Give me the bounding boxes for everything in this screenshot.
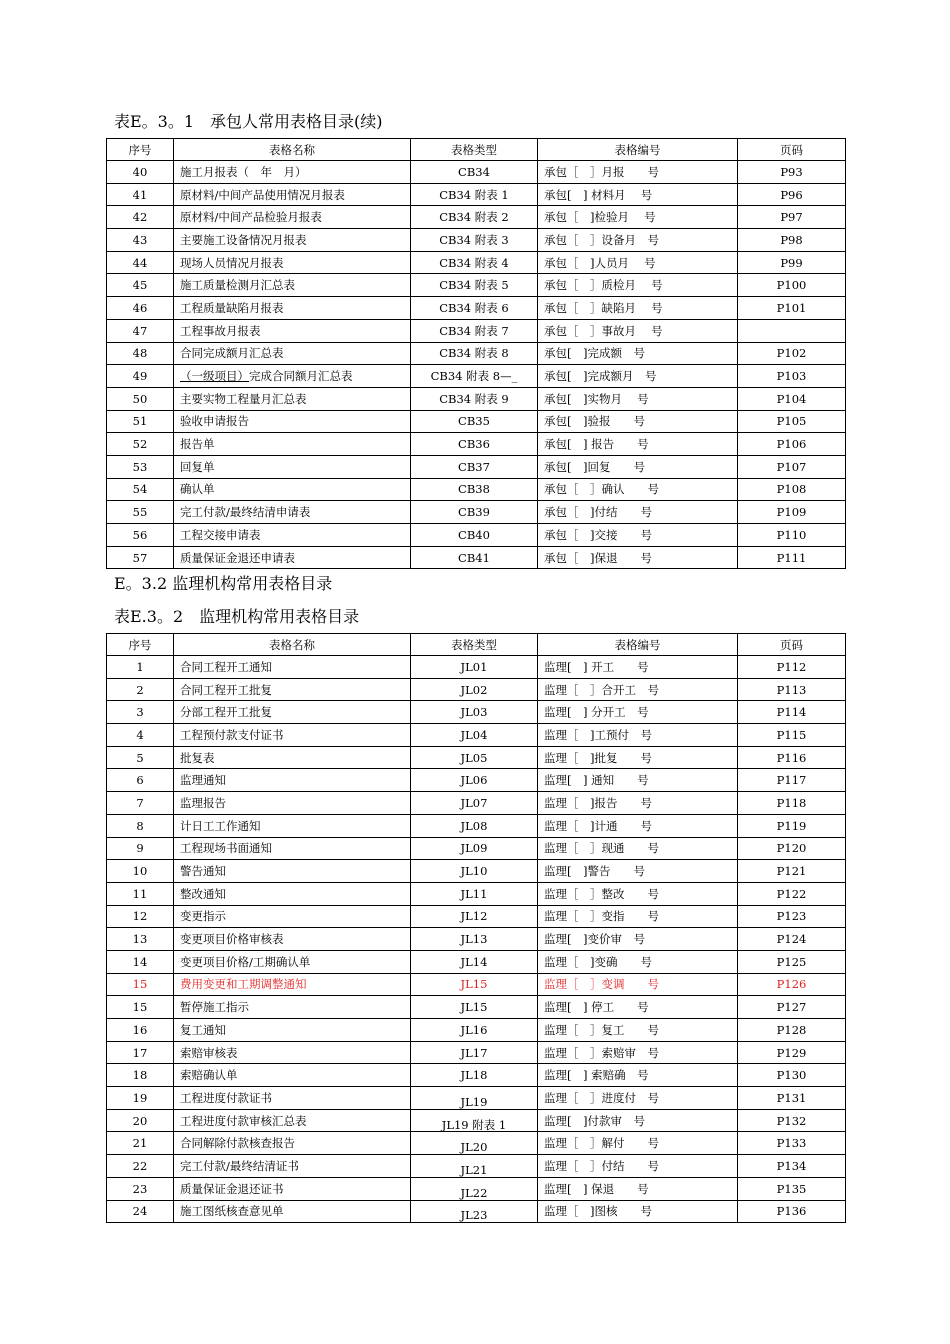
form-type-text: JL21 [460, 1162, 488, 1177]
form-name: 合同工程开工通知 [174, 656, 411, 679]
form-name: 施工质量检测月汇总表 [174, 274, 411, 297]
page-number: P111 [738, 546, 846, 569]
form-name: 变更项目价格/工期确认单 [174, 950, 411, 973]
form-type: CB34 附表 6 [411, 297, 538, 320]
form-code: 监理[ ]付款审 号 [538, 1109, 738, 1132]
row-number: 44 [107, 251, 174, 274]
form-type: JL03 [411, 701, 538, 724]
page-number: P124 [738, 928, 846, 951]
table-row [107, 1132, 846, 1155]
form-name: 完工付款/最终结清申请表 [174, 501, 411, 524]
form-name: 索赔审核表 [174, 1041, 411, 1064]
table-row [107, 973, 846, 996]
table-row [107, 769, 846, 792]
form-type: JL15 [411, 973, 538, 996]
table-row [107, 1155, 846, 1178]
page-number: P119 [738, 814, 846, 837]
form-name: 批复表 [174, 746, 411, 769]
form-type: CB38 [411, 478, 538, 501]
form-type: JL08 [411, 814, 538, 837]
row-number: 49 [107, 365, 174, 388]
table-row [107, 251, 846, 274]
row-number: 24 [107, 1200, 174, 1223]
form-name: 计日工工作通知 [174, 814, 411, 837]
form-type [411, 1200, 538, 1223]
form-code: 监理［ ］进度付 号 [538, 1087, 738, 1110]
row-number: 57 [107, 546, 174, 569]
row-number: 51 [107, 410, 174, 433]
form-type: CB35 [411, 410, 538, 433]
form-code: 承包［ ]付结 号 [538, 501, 738, 524]
form-name: 主要施工设备情况月报表 [174, 229, 411, 252]
page-number: P98 [738, 229, 846, 252]
table-row [107, 792, 846, 815]
table-row [107, 524, 846, 547]
form-type: JL06 [411, 769, 538, 792]
form-code: 监理[ ]变价审 号 [538, 928, 738, 951]
page-number: P125 [738, 950, 846, 973]
page-number [738, 319, 846, 342]
form-type-text: JL19 [460, 1094, 488, 1109]
row-number: 2 [107, 678, 174, 701]
form-name: 监理通知 [174, 769, 411, 792]
form-type: CB34 附表 8 [411, 342, 538, 365]
page-number: P110 [738, 524, 846, 547]
section-heading-e32: E。3.2 监理机构常用表格目录 [114, 574, 333, 593]
form-name: 合同工程开工批复 [174, 678, 411, 701]
form-code: 监理[ ] 分开工 号 [538, 701, 738, 724]
form-code: 监理[ ] 保退 号 [538, 1177, 738, 1200]
row-number: 45 [107, 274, 174, 297]
form-type [411, 1132, 538, 1155]
row-number: 50 [107, 387, 174, 410]
form-code: 监理[ ] 通知 号 [538, 769, 738, 792]
form-code: 监理［ ］复工 号 [538, 1019, 738, 1042]
row-number: 15 [107, 996, 174, 1019]
page-number: P113 [738, 678, 846, 701]
header-page: 页码 [738, 139, 846, 161]
form-type: JL10 [411, 860, 538, 883]
form-name: 索赔确认单 [174, 1064, 411, 1087]
form-name: 验收申请报告 [174, 410, 411, 433]
row-number: 5 [107, 746, 174, 769]
page-number: P106 [738, 433, 846, 456]
form-type: CB34 附表 9 [411, 387, 538, 410]
form-name-rest: 完成合同额月汇总表 [249, 369, 353, 384]
form-code: 监理[ ] 索赔确 号 [538, 1064, 738, 1087]
form-type-text: JL22 [460, 1185, 488, 1200]
header-code: 表格编号 [538, 139, 738, 161]
row-number: 42 [107, 206, 174, 229]
table-row [107, 365, 846, 388]
table-row [107, 274, 846, 297]
page-number: P103 [738, 365, 846, 388]
table-row [107, 905, 846, 928]
row-number: 15 [107, 973, 174, 996]
table-row [107, 1087, 846, 1110]
form-type: JL01 [411, 656, 538, 679]
contractor-forms-table [106, 138, 846, 569]
form-type: CB34 附表 1 [411, 183, 538, 206]
row-number: 6 [107, 769, 174, 792]
form-name: 工程交接申请表 [174, 524, 411, 547]
header-name: 表格名称 [174, 139, 411, 161]
page-number: P122 [738, 882, 846, 905]
table-row [107, 455, 846, 478]
page-number: P136 [738, 1200, 846, 1223]
page-number: P93 [738, 161, 846, 184]
table-row [107, 1177, 846, 1200]
form-type: CB34 附表 5 [411, 274, 538, 297]
row-number: 46 [107, 297, 174, 320]
row-number: 19 [107, 1087, 174, 1110]
form-code: 承包［ ］确认 号 [538, 478, 738, 501]
page-number: P123 [738, 905, 846, 928]
table2-body [107, 656, 846, 1223]
table-row [107, 183, 846, 206]
row-number: 52 [107, 433, 174, 456]
table-row [107, 501, 846, 524]
table-row [107, 478, 846, 501]
form-type: JL14 [411, 950, 538, 973]
row-number: 9 [107, 837, 174, 860]
table2-header-row [107, 634, 846, 656]
page-number: P109 [738, 501, 846, 524]
form-code: 监理［ ］付结 号 [538, 1155, 738, 1178]
page-number: P134 [738, 1155, 846, 1178]
table-row [107, 319, 846, 342]
page-number: P115 [738, 724, 846, 747]
table-row [107, 701, 846, 724]
header-type: 表格类型 [411, 139, 538, 161]
header-code: 表格编号 [538, 634, 738, 656]
form-name: 暂停施工指示 [174, 996, 411, 1019]
page-number: P131 [738, 1087, 846, 1110]
form-code: 承包［ ］设备月 号 [538, 229, 738, 252]
page-number: P107 [738, 455, 846, 478]
page-number: P104 [738, 387, 846, 410]
table-row [107, 1109, 846, 1132]
form-type: JL09 [411, 837, 538, 860]
form-type: JL12 [411, 905, 538, 928]
form-code: 承包［ ]交接 号 [538, 524, 738, 547]
form-type: CB34 附表 8—_ [411, 365, 538, 388]
table2-caption: 表E.3。2 监理机构常用表格目录 [114, 607, 360, 626]
row-number: 18 [107, 1064, 174, 1087]
form-type: CB34 附表 2 [411, 206, 538, 229]
header-page: 页码 [738, 634, 846, 656]
page-number: P128 [738, 1019, 846, 1042]
form-code: 监理［ ］现通 号 [538, 837, 738, 860]
page-number: P130 [738, 1064, 846, 1087]
form-type: JL15 [411, 996, 538, 1019]
table-row [107, 387, 846, 410]
page-number: P135 [738, 1177, 846, 1200]
table1-header-row [107, 139, 846, 161]
table-row [107, 342, 846, 365]
form-type-text: JL23 [460, 1208, 488, 1223]
row-number: 43 [107, 229, 174, 252]
form-name: 工程预付款支付证书 [174, 724, 411, 747]
row-number: 22 [107, 1155, 174, 1178]
table-row [107, 928, 846, 951]
page-number: P126 [738, 973, 846, 996]
header-type: 表格类型 [411, 634, 538, 656]
row-number: 20 [107, 1109, 174, 1132]
row-number: 7 [107, 792, 174, 815]
table-row [107, 950, 846, 973]
page-number: P105 [738, 410, 846, 433]
form-type: CB40 [411, 524, 538, 547]
form-name: 原材料/中间产品检验月报表 [174, 206, 411, 229]
form-type: CB41 [411, 546, 538, 569]
form-name: 回复单 [174, 455, 411, 478]
form-type [411, 1087, 538, 1110]
form-name: 质量保证金退还申请表 [174, 546, 411, 569]
form-name: 主要实物工程量月汇总表 [174, 387, 411, 410]
form-name: 变更项目价格审核表 [174, 928, 411, 951]
form-code: 监理［ ］索赔审 号 [538, 1041, 738, 1064]
form-type: CB39 [411, 501, 538, 524]
table-row [107, 1019, 846, 1042]
form-code: 承包[ ] 报告 号 [538, 433, 738, 456]
form-name: 确认单 [174, 478, 411, 501]
form-type: CB37 [411, 455, 538, 478]
form-code: 监理［ ］变调 号 [538, 973, 738, 996]
form-code: 监理［ ］解付 号 [538, 1132, 738, 1155]
form-name: 警告通知 [174, 860, 411, 883]
form-name: 工程事故月报表 [174, 319, 411, 342]
row-number: 41 [107, 183, 174, 206]
form-name-underlined: （一级项目） [180, 369, 249, 384]
table-row [107, 546, 846, 569]
table-row [107, 433, 846, 456]
form-name: 复工通知 [174, 1019, 411, 1042]
form-code: 监理［ ]计通 号 [538, 814, 738, 837]
form-code: 承包[ ] 材料月 号 [538, 183, 738, 206]
table-row [107, 996, 846, 1019]
table-row [107, 229, 846, 252]
page-number: P127 [738, 996, 846, 1019]
row-number: 8 [107, 814, 174, 837]
form-name: 变更指示 [174, 905, 411, 928]
table-row [107, 837, 846, 860]
form-name: 报告单 [174, 433, 411, 456]
form-type [411, 1177, 538, 1200]
table-row [107, 724, 846, 747]
table-row [107, 1064, 846, 1087]
header-no: 序号 [107, 634, 174, 656]
table-row [107, 814, 846, 837]
header-name: 表格名称 [174, 634, 411, 656]
form-code: 承包[ ]完成额 号 [538, 342, 738, 365]
form-name: 费用变更和工期调整通知 [174, 973, 411, 996]
form-name [174, 365, 411, 388]
form-name: 工程进度付款证书 [174, 1087, 411, 1110]
row-number: 54 [107, 478, 174, 501]
form-code: 承包[ ]回复 号 [538, 455, 738, 478]
row-number: 48 [107, 342, 174, 365]
form-code: 监理［ ]图核 号 [538, 1200, 738, 1223]
form-name: 整改通知 [174, 882, 411, 905]
form-code: 监理［ ]报告 号 [538, 792, 738, 815]
page-number: P97 [738, 206, 846, 229]
row-number: 53 [107, 455, 174, 478]
header-no: 序号 [107, 139, 174, 161]
row-number: 3 [107, 701, 174, 724]
form-type-text: JL20 [460, 1140, 488, 1155]
form-type: JL11 [411, 882, 538, 905]
form-code: 监理［ ］合开工 号 [538, 678, 738, 701]
form-type [411, 1155, 538, 1178]
table-row [107, 678, 846, 701]
form-name: 监理报告 [174, 792, 411, 815]
page-number: P99 [738, 251, 846, 274]
row-number: 16 [107, 1019, 174, 1042]
row-number: 56 [107, 524, 174, 547]
table-row [107, 206, 846, 229]
form-code: 承包［ ］事故月 号 [538, 319, 738, 342]
page-number: P96 [738, 183, 846, 206]
page-number: P108 [738, 478, 846, 501]
table-row [107, 1200, 846, 1223]
form-name: 现场人员情况月报表 [174, 251, 411, 274]
form-type: CB34 [411, 161, 538, 184]
page-number: P120 [738, 837, 846, 860]
row-number: 47 [107, 319, 174, 342]
form-type-text: JL19 附表 1 [441, 1117, 507, 1132]
row-number: 40 [107, 161, 174, 184]
row-number: 14 [107, 950, 174, 973]
page-number: P133 [738, 1132, 846, 1155]
form-type: JL07 [411, 792, 538, 815]
form-name: 工程进度付款审核汇总表 [174, 1109, 411, 1132]
page-number: P102 [738, 342, 846, 365]
page-number: P100 [738, 274, 846, 297]
form-name: 原材料/中间产品使用情况月报表 [174, 183, 411, 206]
page-number: P121 [738, 860, 846, 883]
form-name: 工程现场书面通知 [174, 837, 411, 860]
page-number: P129 [738, 1041, 846, 1064]
form-name: 分部工程开工批复 [174, 701, 411, 724]
row-number: 55 [107, 501, 174, 524]
form-type: JL05 [411, 746, 538, 769]
row-number: 13 [107, 928, 174, 951]
table-row [107, 410, 846, 433]
form-code: 承包［ ]保退 号 [538, 546, 738, 569]
form-name: 质量保证金退还证书 [174, 1177, 411, 1200]
page-number: P114 [738, 701, 846, 724]
supervisor-forms-table [106, 633, 846, 1223]
form-code: 监理［ ]工预付 号 [538, 724, 738, 747]
table-row [107, 746, 846, 769]
table-row [107, 161, 846, 184]
form-type: JL02 [411, 678, 538, 701]
form-code: 承包［ ］质检月 号 [538, 274, 738, 297]
form-code: 监理[ ]警告 号 [538, 860, 738, 883]
form-type: JL04 [411, 724, 538, 747]
form-type: CB34 附表 4 [411, 251, 538, 274]
form-type: JL17 [411, 1041, 538, 1064]
form-code: 承包[ ]实物月 号 [538, 387, 738, 410]
form-name: 合同解除付款核查报告 [174, 1132, 411, 1155]
row-number: 4 [107, 724, 174, 747]
form-code: 承包［ ]检验月 号 [538, 206, 738, 229]
page-number: P116 [738, 746, 846, 769]
form-type: CB36 [411, 433, 538, 456]
form-code: 承包［ ］月报 号 [538, 161, 738, 184]
table-row [107, 1041, 846, 1064]
form-type: JL16 [411, 1019, 538, 1042]
form-code: 承包[ ]验报 号 [538, 410, 738, 433]
row-number: 21 [107, 1132, 174, 1155]
table-row [107, 882, 846, 905]
form-code: 承包［ ］缺陷月 号 [538, 297, 738, 320]
table1-caption: 表E。3。1 承包人常用表格目录(续) [114, 112, 383, 131]
form-name: 完工付款/最终结清证书 [174, 1155, 411, 1178]
table-row [107, 297, 846, 320]
form-name: 工程质量缺陷月报表 [174, 297, 411, 320]
table-row [107, 656, 846, 679]
form-type [411, 1109, 538, 1132]
page-number: P118 [738, 792, 846, 815]
row-number: 12 [107, 905, 174, 928]
page-number: P101 [738, 297, 846, 320]
page-number: P112 [738, 656, 846, 679]
table-row [107, 860, 846, 883]
form-type: JL18 [411, 1064, 538, 1087]
row-number: 11 [107, 882, 174, 905]
form-code: 监理[ ] 开工 号 [538, 656, 738, 679]
row-number: 10 [107, 860, 174, 883]
form-code: 监理［ ］整改 号 [538, 882, 738, 905]
form-code: 监理［ ］变指 号 [538, 905, 738, 928]
form-code: 承包［ ]人员月 号 [538, 251, 738, 274]
page-number: P132 [738, 1109, 846, 1132]
form-type: CB34 附表 3 [411, 229, 538, 252]
form-code: 承包[ ]完成额月 号 [538, 365, 738, 388]
row-number: 17 [107, 1041, 174, 1064]
form-name: 合同完成额月汇总表 [174, 342, 411, 365]
form-name: 施工图纸核查意见单 [174, 1200, 411, 1223]
form-code: 监理[ ] 停工 号 [538, 996, 738, 1019]
form-type: CB34 附表 7 [411, 319, 538, 342]
form-code: 监理［ ]变确 号 [538, 950, 738, 973]
form-name: 施工月报表（ 年 月） [174, 161, 411, 184]
table1-body [107, 161, 846, 569]
row-number: 23 [107, 1177, 174, 1200]
form-type: JL13 [411, 928, 538, 951]
page-number: P117 [738, 769, 846, 792]
form-code: 监理［ ]批复 号 [538, 746, 738, 769]
row-number: 1 [107, 656, 174, 679]
